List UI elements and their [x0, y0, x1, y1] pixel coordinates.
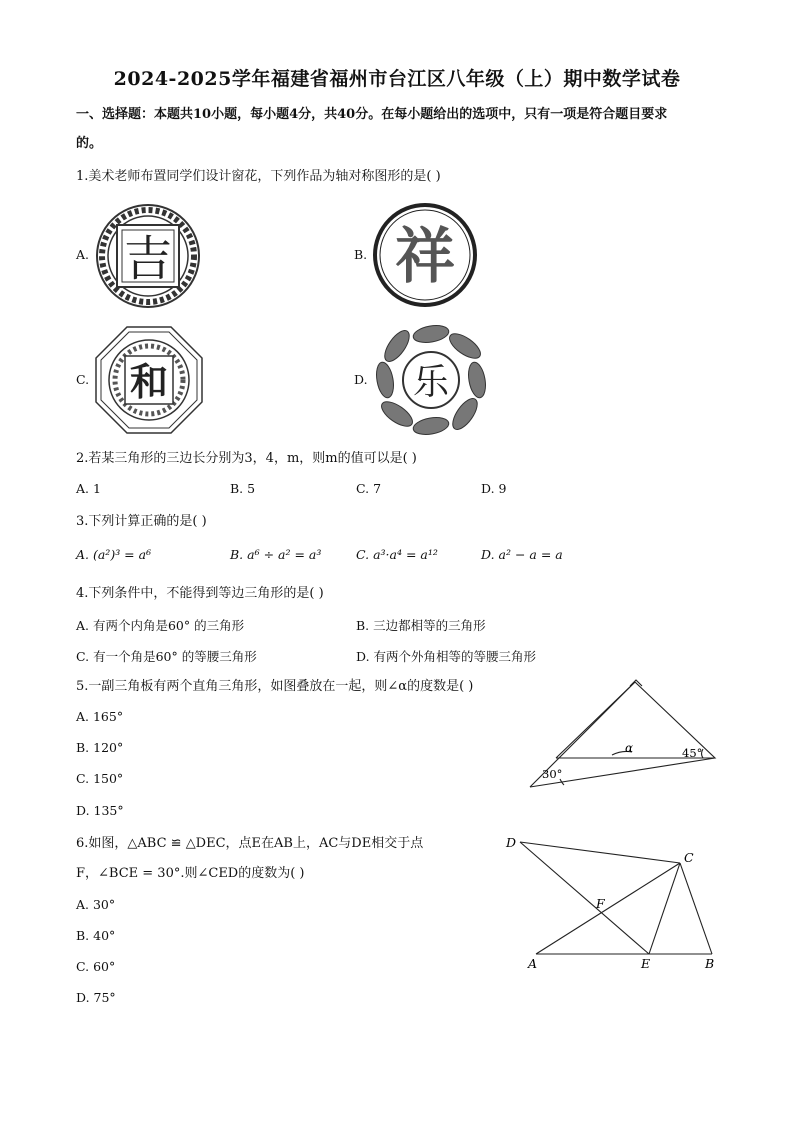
- q1-option-c-char: 和: [129, 360, 169, 404]
- q4-option-d: D. 有两个外角相等的等腰三角形: [356, 649, 537, 664]
- q1-option-a-image: [95, 203, 201, 309]
- q1-option-a-label: A.: [76, 247, 90, 262]
- q4-option-a: A. 有两个内角是60° 的三角形: [76, 618, 245, 633]
- q6-option-a: A. 30°: [76, 897, 116, 912]
- q5-option-d: D. 135°: [76, 803, 124, 818]
- q6-segment-de: [520, 842, 649, 954]
- q6-segment-cb: [680, 863, 712, 954]
- q3-option-d: D. a² − a = a: [481, 547, 563, 562]
- q1-option-d-label: D.: [354, 372, 368, 387]
- q6-option-b: B. 40°: [76, 928, 116, 943]
- question-2-stem: 2.若某三角形的三边长分别为3，4，m，则m的值可以是( ): [76, 451, 417, 466]
- q5-figure: [520, 672, 730, 797]
- q6-point-a: A: [528, 956, 538, 971]
- q2-option-c: C. 7: [356, 481, 382, 496]
- q3-option-b: B. a⁶ ÷ a² = a³: [230, 547, 322, 562]
- q5-option-b: B. 120°: [76, 740, 124, 755]
- q4-option-c: C. 有一个角是60° 的等腰三角形: [76, 649, 257, 664]
- q5-option-a: A. 165°: [76, 709, 124, 724]
- q6-point-f: F: [596, 896, 605, 911]
- section-heading-line2: 的。: [76, 136, 103, 151]
- q3-option-c: C. a³·a⁴ = a¹²: [356, 547, 438, 562]
- question-3-stem: 3.下列计算正确的是( ): [76, 514, 207, 529]
- q6-point-c: C: [684, 850, 694, 865]
- q6-option-c: C. 60°: [76, 959, 116, 974]
- q6-option-d: D. 75°: [76, 990, 116, 1005]
- q6-segment-ac: [536, 863, 680, 954]
- q6-segment-ce: [649, 863, 680, 954]
- q1-option-b-image: [372, 202, 478, 308]
- q6-segment-dc: [520, 842, 680, 863]
- q1-option-c-image: [94, 325, 204, 435]
- page-title: 2024-2025学年福建省福州市台江区八年级（上）期中数学试卷: [113, 68, 681, 90]
- q6-point-d: D: [506, 835, 517, 850]
- q5-angle-45-label: 45°: [682, 746, 703, 760]
- q1-option-d-char: 乐: [412, 362, 450, 403]
- question-6-stem-line1: 6.如图，△ABC ≌ △DEC，点E在AB上，AC与DE相交于点: [76, 836, 424, 851]
- q3-option-a: A. (a²)³ = a⁶: [76, 547, 152, 562]
- q2-option-b: B. 5: [230, 481, 256, 496]
- q5-angle-30-label: 30°: [542, 767, 563, 781]
- q1-option-b-char: 祥: [395, 222, 455, 292]
- q6-point-b: B: [705, 956, 715, 971]
- q2-option-a: A. 1: [76, 481, 101, 496]
- question-6-stem-line2: F，∠BCE = 30°.则∠CED的度数为( ): [76, 866, 305, 881]
- question-4-stem: 4.下列条件中，不能得到等边三角形的是( ): [76, 586, 324, 601]
- q1-option-b-label: B.: [354, 247, 368, 262]
- q1-option-d-image: [373, 322, 489, 438]
- q1-option-a-char: 吉: [123, 231, 173, 287]
- q6-figure: [500, 830, 730, 980]
- q2-option-d: D. 9: [481, 481, 507, 496]
- q6-point-e: E: [641, 956, 651, 971]
- q5-alpha-label: α: [625, 741, 634, 755]
- q4-option-b: B. 三边都相等的三角形: [356, 618, 486, 633]
- question-1-stem: 1.美术老师布置同学们设计窗花，下列作品为轴对称图形的是( ): [76, 169, 441, 184]
- q5-option-c: C. 150°: [76, 771, 124, 786]
- question-5-stem: 5.一副三角板有两个直角三角形，如图叠放在一起，则∠α的度数是( ): [76, 679, 474, 694]
- q1-option-c-label: C.: [76, 372, 90, 387]
- section-heading-line1: 一、选择题：本题共10小题，每小题4分，共40分。在每小题给出的选项中，只有一项是符合题目要求: [76, 107, 668, 122]
